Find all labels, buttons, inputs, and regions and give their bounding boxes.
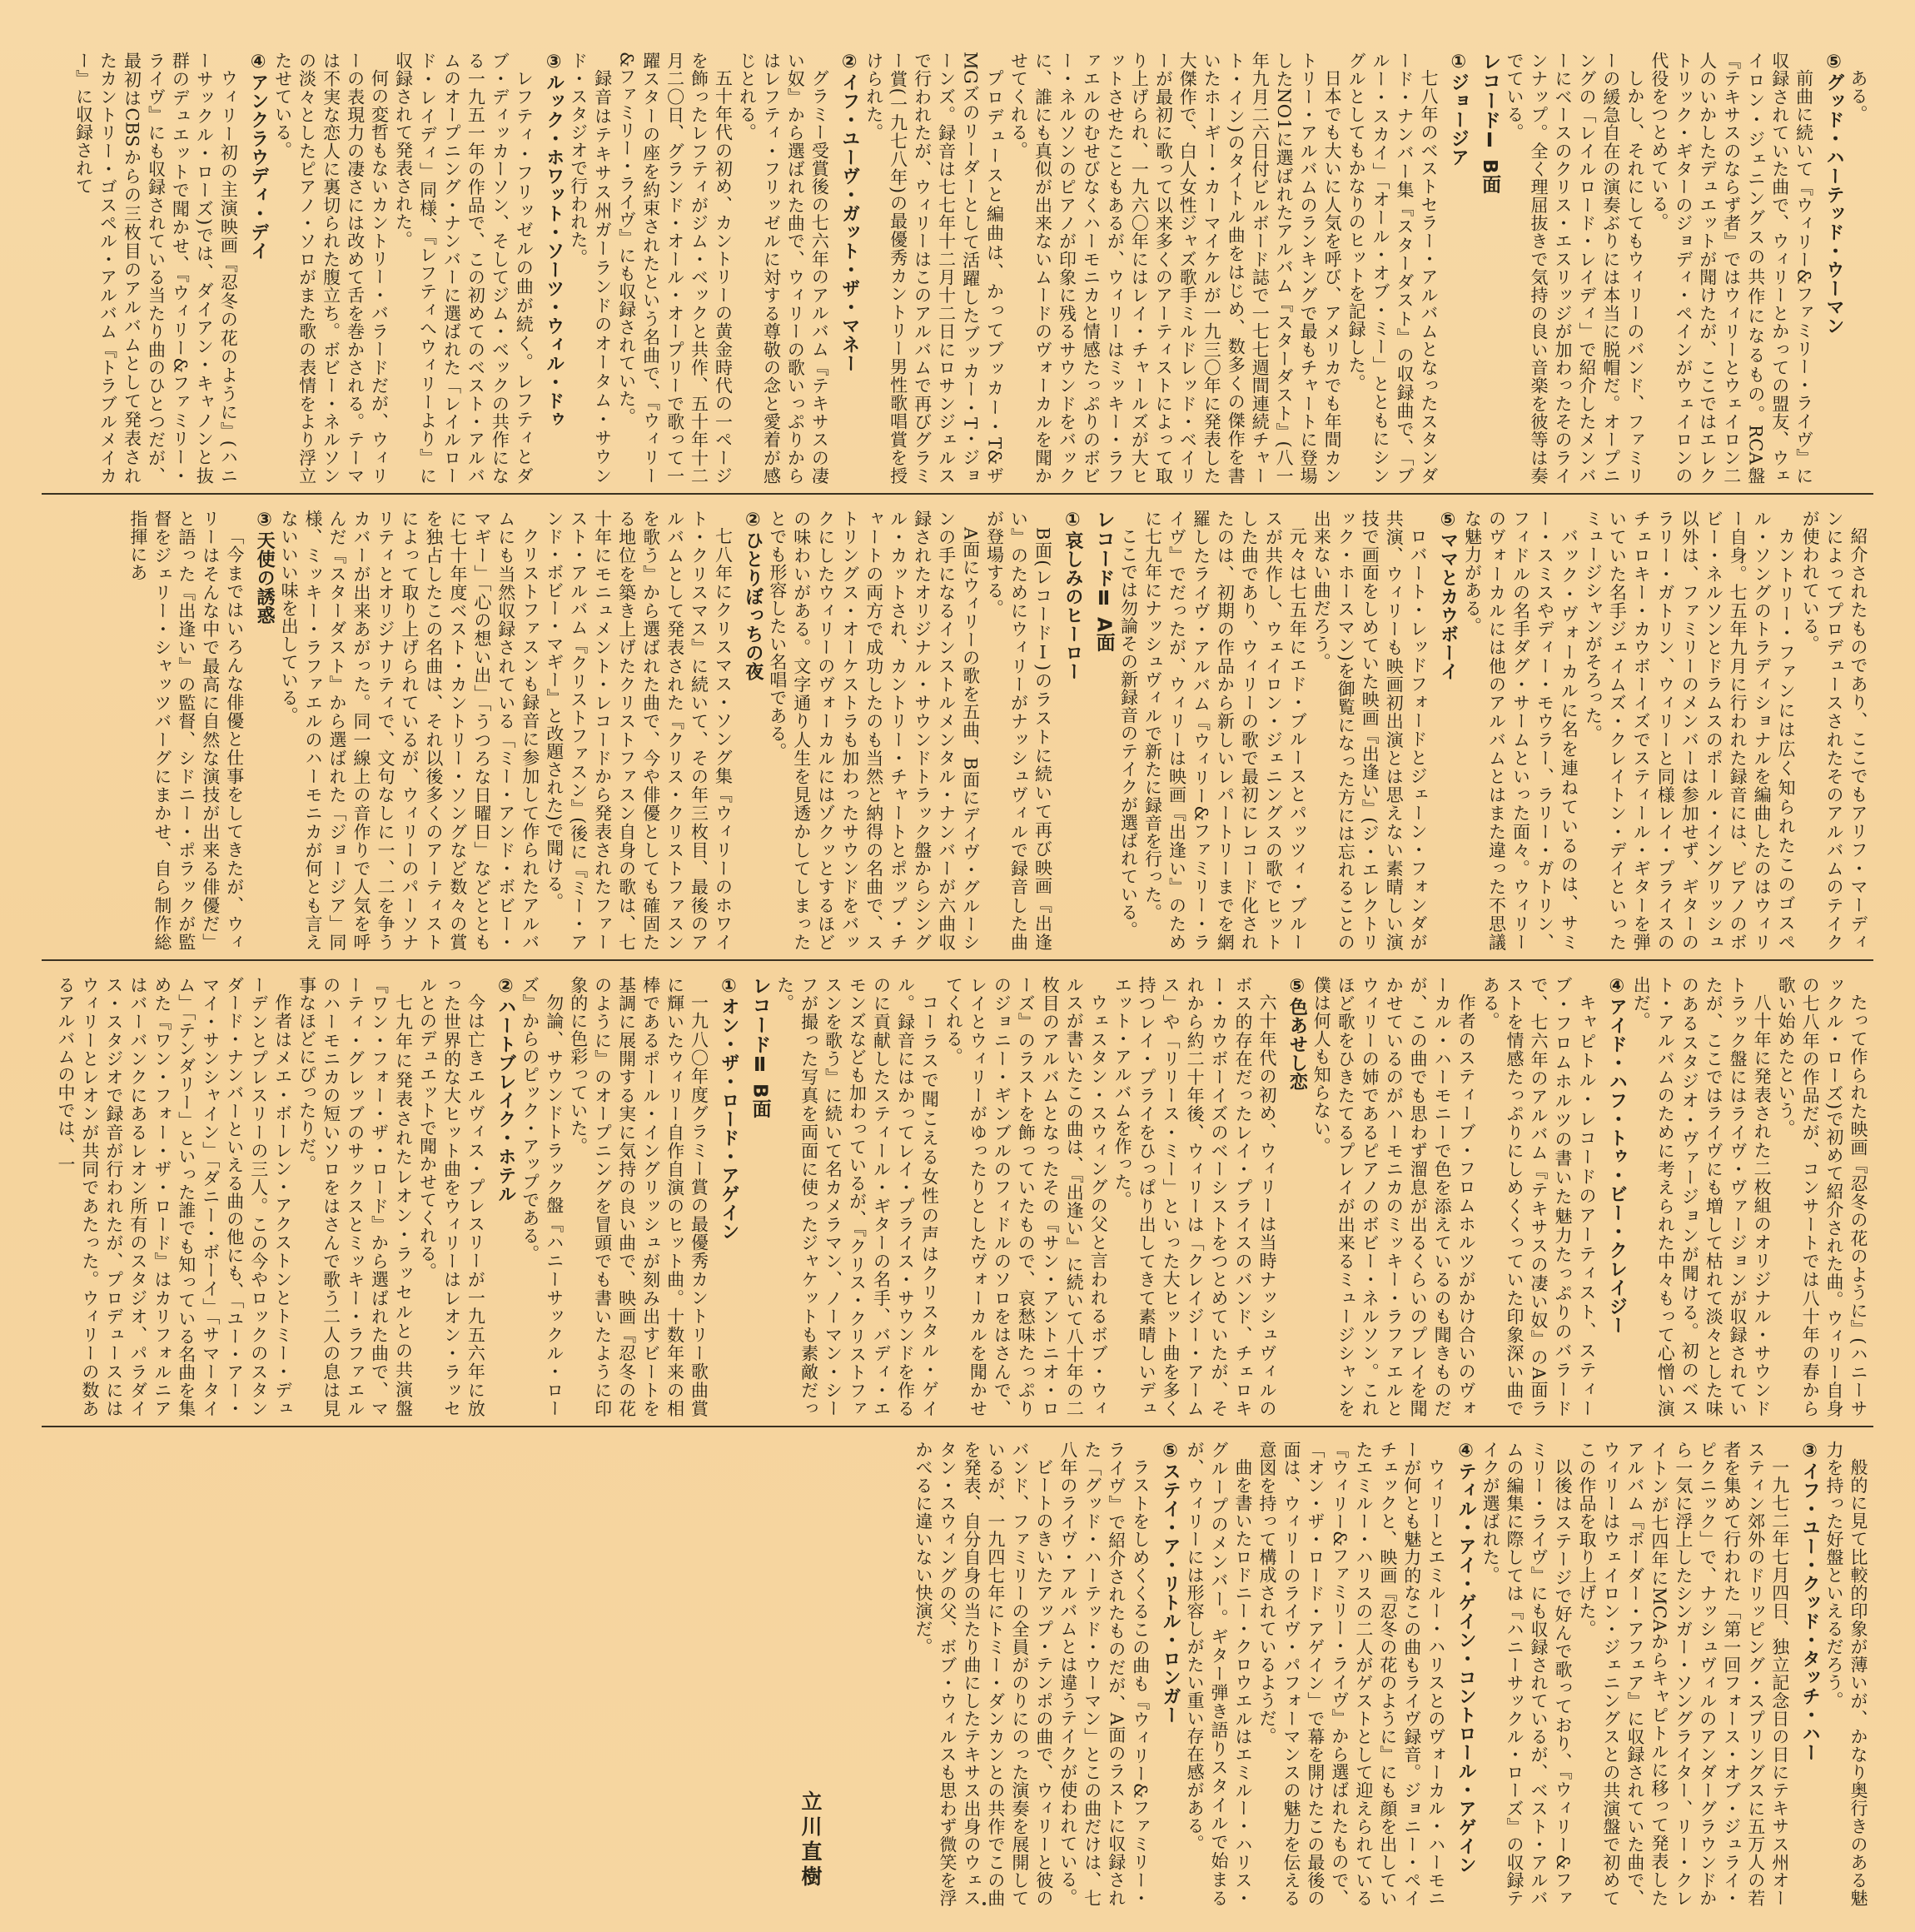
- record-side-heading: レコードⅠ B面: [1479, 52, 1501, 194]
- track-heading: ④アンクラウディ・デイ: [247, 52, 269, 261]
- body-paragraph: 「今まではいろんな俳優と仕事をしてきたが、ウィリーはそんな中で最高に自然な演技が出来る俳優だ」と語った『出逢い』の監督、シドニー・ポラックが監督をジェリー・シャッツバーグにまかせ、自ら制作総指揮にあ: [127, 510, 245, 951]
- page-dot: [982, 1902, 986, 1905]
- body-paragraph: 般的に見て比較的印象が薄いが、かなり奥行きのある魅力を持った好盤といえるだろう。: [1824, 1441, 1868, 1907]
- body-paragraph: 八十年に発表された二枚組のオリジナル・サウンドトラック盤にはライヴ・ヴァージョンが収録されていたが、ここではライヴにも増して枯れて淡々とした味のあるスタジオ・ヴァージョンが聞ける。初のベスト・アルバムのために考えられた中々もって心憎い演出だ。: [1631, 976, 1773, 1417]
- body-paragraph: 七八年にクリスマス・ソング集『ウィリーのホワイト・クリスマス』に続いて、その年三枚目、最後のアルバムとして発表された『クリス・クリストファスンを歌う』から選ばれた曲で、今や俳優としても確固たる地位を築き上げたクリストファスン自身の歌は、七十年にモニュメント・レコードから発表されたファースト・アルバム『クリストファスン』(後に『ミー・アンド・ボビー・マギー』と改題された)で聞ける。: [544, 510, 734, 951]
- body-paragraph: 紹介されたものであり、ここでもアリフ・マーディンによってプロデュースされたそのアルバムのテイクが使われている。: [1800, 510, 1868, 951]
- track-heading: ⑤ママとカウボーイ: [1437, 510, 1459, 681]
- body-paragraph: カントリー・ファンには広く知られたこのゴスペル・ソングのトラディショナルを編曲したのはウィリー自身。七五年九月に行われた録音には、ピアノのボビー・ネルソンとドラムスのポール・イングリッシュ以外は、ファミリーのメンバーは参加せず、ギターのラリー・ガトリン、ウィリーと同様レイ・プライスのチェロキー・カウボーイズでスティール・ギターを弾いていた名手ジェイムズ・クレイトン・デイといったミュージシャンがそろった。: [1583, 510, 1797, 951]
- track-heading: ①オン・ザ・ロード・アゲイン: [718, 976, 739, 1241]
- track-heading: ③天使の誘惑: [254, 510, 276, 625]
- track-heading: ②ハートブレイク・ホテル: [495, 976, 516, 1203]
- text-band-1: [42, 52, 1873, 485]
- body-paragraph: プロデュースと編曲は、かってブッカー・T&ザMGズのリーダーとして活躍したブッカー・T・ジョーンズ。録音は七七年十二月十二日にロサンジェルスで行われたが、ウィリーはこのアルバムで再びグラミー賞(一九七八年)の最優秀カントリー男性歌唱賞を授けられた。: [863, 52, 1005, 485]
- body-paragraph: 何の変哲もないカントリー・バラードだが、ウィリーの表現力の凄さには改めて舌を巻かされる。テーマは不実な恋人に裏切られた腹立ち。ボビー・ネルソンの淡々としたピアノ・ソロがまた歌の表情をより浮立たせている。: [272, 52, 390, 485]
- track-heading: ④ティル・アイ・ゲイン・コントロール・アゲイン: [1455, 1441, 1477, 1875]
- track-heading: ④アイド・ハフ・トゥ・ビー・クレイジー: [1606, 976, 1628, 1335]
- body-paragraph: ここでは勿論その新録音のテイクが選ばれている。: [1118, 527, 1139, 939]
- body-paragraph: クリストファスンも録音に参加して作られたアルバムにも当然収録されている「ミー・アンド・ボビー・マギー」「心の想い出」「うつろな日曜日」などとともに七十年度ベスト・カントリー・ソングなど数々の賞を独占したこの名曲は、それ以後多くのアーティストによって取り上げられているが、ウィリーのパーソナリティとオリジナリティで、文句なしに一、二を争うカバーが出来あがった。同一線上の音作りで人気を呼んだ『スターダスト』から選ばれた「ジョージア」同様、ミッキー・ラファエルのハーモニカが何とも言えないいい味を出している。: [279, 510, 540, 951]
- track-heading: ⑤色あせし恋: [1286, 976, 1308, 1091]
- body-paragraph: グラミー受賞後の七六年のアルバム『テキサスの凄い奴』から選ばれた曲で、ウィリーの歌いっぷりからはレフティ・フリッゼルに対する尊敬の念と愛着が感じとれる。: [737, 52, 830, 485]
- track-heading: ②イフ・ユーヴ・ガット・ザ・マネー: [838, 52, 860, 373]
- body-paragraph: レフティ・フリッゼルの曲が続く。レフティとダブ・ディッカーソン、そしてジム・ベックの共作になる一九五一年の作品で、この初めてのベスト・アルバムのオープニング・ナンバーに選ばれた「レイルロード・レイディ」同様、『レフティへウィリーより』に収録されて発表された。: [393, 52, 535, 485]
- text-column: [50, 976, 1873, 1417]
- divider-rule: [42, 959, 1873, 961]
- text-column: [122, 510, 1873, 951]
- record-side-heading: レコードⅡ B面: [749, 976, 771, 1118]
- track-heading: ⑤グッド・ハーテッド・ウーマン: [1823, 52, 1845, 336]
- divider-rule: [42, 493, 1873, 495]
- body-paragraph: ロバート・レッドフォードとジェーン・フォンダが共演、ウィリーも映画初出演とは思えない素晴しい演技で画面をしめていた映画『出逢い』(ジ・エレクトリック・ホースマン)を御覧になった方には忘れることの出来ない曲だろう。: [1311, 510, 1429, 951]
- body-paragraph: ウィリーとエミルー・ハリスとのヴォーカル・ハーモニーが何とも魅力的なこの曲もライヴ録音。ジョニー・ペイチェックと、映画『忍冬の花のように』にも顔を出していたエミルー・ハリスの二人がゲストとして迎えられている『ウィリー&ファミリー・ライヴ』から選ばれたもので、「オン・ザ・ロード・アゲイン」で幕を開けたこの最後の面は、ウィリーのライヴ・パフォーマンスの魅力を伝える意図を持って構成されているようだ。: [1256, 1441, 1446, 1907]
- body-paragraph: 作者のスティーブ・フロムホルツがかけ合いのヴォーカル・ハーモニーで色を添えているのも聞きものだが、この曲でも思わず溜息が出るくらいのプレイを聞かせているのがハーモニカのミッキー・ラファエルとウィリーの姉であるピアノのボビー・ネルソン。これほど歌をひきたてるプレイが出来るミュージシャンを僕は何人も知らない。: [1311, 976, 1477, 1417]
- body-paragraph: 一九八〇年度グラミー賞の最優秀カントリー歌曲賞に輝いたウィリー自作自演のヒット曲。十数年来の相棒であるポール・イングリッシュが刻み出すビートを基調に展開する実に気持の良い曲で、映画『忍冬の花のように』のオープニングを冒頭でも書いたように印象的に色彩っていた。: [568, 976, 709, 1417]
- author-name: 立川直樹: [798, 1790, 823, 1890]
- body-paragraph: 勿論、サウンドトラック盤『ハニーサックル・ローズ』からのピック・アップである。: [520, 976, 565, 1417]
- text-band-3: [42, 976, 1873, 1417]
- body-paragraph: 録音はテキサス州ガーランドのオータム・サウンド・スタジオで行われた。: [568, 52, 613, 485]
- body-paragraph: 以後はステージで好んで歌っており、『ウィリー&ファミリー・ライヴ』にも収録されているが、ベスト・アルバムの編集に際しては『ハニーサックル・ローズ』の収録テイクが選ばれた。: [1480, 1441, 1573, 1907]
- body-paragraph: ビートのきいたアップ・テンポの曲で、ウィリーと彼のバンド、ファミリーの全員がのりにのった演奏を展開しているが、一九四七年にトミー・ダンカンとの共作でこの曲を発表、自分自身の当たり曲にしたテキサス出身のウェスタン・スウィングの父、ボブ・ウィルスも思わず微笑を浮かべるに違いない快演だ。: [913, 1441, 1054, 1907]
- body-paragraph: 日本でも大いに人気を呼び、アメリカでも年間カントリー・アルバムのランキングで最もチャートに登場したNO1に選ばれたアルバム『スターダスト』(八一年九月二六日付ビルボード誌で一七七週間連続チャート・イン)のタイトル曲をはじめ、数多くの傑作を書いたホーギー・カーマイケルが一九三〇年に発表した大傑作で、白人女性ジャズ歌手ミルドレッド・ベイリーが最初に歌って以来多くのアーティストによって取り上げられ、一九六〇年にはレイ・チャールズが大ヒットさせたこともあるが、ウィリーはミッキー・ラファエルのむせびなくハーモニカと情感たっぷりのボビー・ネルソンのピアノが印象に残るサウンドをバックに、誰にも真似が出来ないムードのヴォーカルを聞かせてくれる。: [1008, 52, 1343, 485]
- body-paragraph: B面(レコードⅠ)のラストに続いて再び映画『出逢い』のためにウィリーがナッシュヴィルで録音した曲が登場する。: [984, 510, 1053, 951]
- body-paragraph: A面にウィリーの歌を五曲、B面にデイヴ・グルーシンの手になるインストルメンタル・ナンバーが六曲収録されたオリジナル・サウンドトラック盤からシングル・カットされ、カントリー・チャートとポップ・チャートの両方で成功したのも当然と納得の名曲で、ストリングス・オーケストラも加わったサウンドをバックにしたウィリーのヴォーカルにはゾクッとするほどの味わいがある。文字通り人生を見透かしてしまったとでも形容したい名唱である。: [767, 510, 981, 951]
- track-heading: ①ジョージア: [1448, 52, 1470, 167]
- record-side-heading: レコードⅡ A面: [1092, 510, 1115, 652]
- body-paragraph: ウェスタン・スウィングの父と言われるボブ・ウィルスが書いたこの曲は、『出逢い』に続いて八十年の二枚目のアルバムとなったその『サン・アントニオ・ローズ』のラストを飾っていたもので、哀愁味たっぷりのジョニー・ギンブルのフィドルのソロをはさんで、レイとウィリーがゆったりとしたヴォーカルを聞かせてくれる。: [943, 976, 1109, 1417]
- track-heading: ③イフ・ユー・クッド・タッチ・ハー: [1799, 1441, 1821, 1762]
- text-column: [908, 1441, 1873, 1907]
- body-paragraph: バック・ヴォーカルに名を連ねているのは、サミー・スミスやディー・モウラー、ラリー・ガトリン、フィドルの名手ダグ・サームといった面々。ウィリーのヴォーカルには他のアルバムとはまた違った不思議な魅力がある。: [1462, 510, 1579, 951]
- body-paragraph: たって作られた映画『忍冬の花のように』(ハニーサックル・ローズ)で初めて紹介された曲。ウィリー自身の七八年の作品だが、コンサートでは八十年の春から歌い始めたという。: [1776, 976, 1868, 1417]
- body-paragraph: 曲を書いたロドニー・クロウエルはエミルー・ハリス・グループのメンバー。ギター弾き語りスタイルで始まるが、ウィリーには形容しがたい重い存在感がある。: [1185, 1441, 1253, 1907]
- track-heading: ①哀しみのヒーロー: [1062, 510, 1083, 681]
- text-band-2: [42, 510, 1873, 951]
- body-paragraph: 五十年代の初め、カントリーの黄金時代の一ページを飾ったレフティがジム・ベックと共作、五十年十二月二〇日、グランド・オール・オープリーで歌って一躍スターの座を約束されたという名曲で、『ウィリー&ファミリー・ライヴ』にも収録されていた。: [616, 52, 734, 485]
- track-heading: ③ルック・ホワット・ソーツ・ウィル・ドゥ: [543, 52, 565, 429]
- track-heading: ②ひとりぼっちの夜: [742, 510, 764, 681]
- body-paragraph: 元々は七五年にエド・ブルースとパッツィ・ブルースが共作し、ウェイロン・ジェニングスの歌でヒットした曲であり、ウィリーの歌で最初にレコード化されたのは、初期の作品から新しいレパートリーまでを網羅したライヴ・アルバム『ウィリー&ファミリー・ライヴ』でだったが、ウィリーは映画『出逢い』のために七九年にナッシュヴィルで新たに録音を行った。: [1142, 510, 1308, 951]
- body-paragraph: 七八年のベストセラー・アルバムとなったスタンダード・ナンバー集『スターダスト』の収録曲で、「ブルー・スカイ」「オール・オブ・ミー」とともにシングルとしてもかなりのヒットを記録した。: [1346, 52, 1439, 485]
- body-paragraph: コーラスで聞こえる女性の声はクリスタル・ゲイル。録音にはかってレイ・プライス・サウンドを作るのに貢献したスティール・ギターの名手、バディ・エモンズなども加わっているが、『クリス・クリストファスンを歌う』に続いて名カメラマン、ノーマン・シーフが撮った写真を両面に使ったジャケットも素敵だった。: [774, 976, 940, 1417]
- body-paragraph: 六十年代の初め、ウィリーは当時ナッシュヴィルのボス的存在だったレイ・プライスのバンド、チェロキー・カウボーイズのベーシストをつとめていたが、それから約二十年後、ウィリーは「クレイジー・アームス」や「リリース・ミー」といった大ヒット曲を多く持つレイ・プライをひっぱり出してきて素晴しいデュエット・アルバムを作った。: [1112, 976, 1277, 1417]
- body-paragraph: ウィリー初の主演映画『忍冬の花のように』(ハニーサックル・ローズ)では、ダイアン・キャノンと抜群のデュエットで聞かせ、『ウィリー&ファミリー・ライヴ』にも収録されている当たり曲のひとつだが、最初はCBSからの三枚目のアルバムとして発表されたカントリー・ゴスペル・アルバム『トラブルメイカー』に収録されて: [73, 52, 239, 485]
- track-heading: ⑤ステイ・ア・リトル・ロンガー: [1160, 1441, 1181, 1725]
- body-paragraph: ある。: [1848, 69, 1868, 123]
- body-paragraph: 今は亡きエルヴィス・プレスリーが一九五六年に放った世界的な大ヒット曲をウィリーはレオン・ラッセルとのデュエットで聞かせてくれる。: [417, 976, 486, 1417]
- body-paragraph: キャピトル・レコードのアーティスト、スティーブ・フロムホルツの書いた魅力たっぷりのバラードで、七六年のアルバム『テキサスの凄い奴』のA面ラストを情感たっぷりにしめくくっていた印象深い曲である。: [1480, 976, 1597, 1417]
- text-column: [68, 52, 1873, 485]
- body-paragraph: ラストをしめくくるこの曲も『ウィリー&ファミリー・ライヴ』で紹介されたものだが、A面のラストに収録された「グッド・ハーテッド・ウーマン」とこの曲だけは、七八年のライヴ・アルバムとは違うテイクが使われている。: [1057, 1441, 1151, 1907]
- body-paragraph: 七九年に発表されたレオン・ラッセルとの共演盤『ワン・フォー・ザ・ロード』から選ばれた曲で、マーティ・グレッブのサックスとミッキー・ラファエルのハーモニカの短いソロをはさんで歌う二人の息は見事なほどにぴったりだ。: [296, 976, 414, 1417]
- text-band-4: [42, 1441, 1873, 1907]
- body-paragraph: 一九七二年七月四日、独立記念日の日にテキサス州オースティン郊外のドリッピング・スプリングスに五万人の若者を集めて行われた「第一回フォース・オブ・ジュライ・ピクニック」で、ナッシュヴィルのアンダーグラウンドから一気に浮上したシンガー・ソングライター、リー・クレイトンが七四年にMCAからキャピトルに移って発表したアルバム『ボーダー・アフェア』に収録されていた曲で、ウィリーはウェイロン・ジェニングスとの共演盤で初めてこの作品を取り上げた。: [1576, 1441, 1790, 1907]
- divider-rule: [42, 1426, 1873, 1427]
- body-paragraph: 作者はメエ・ボーレン・アクストンとトミー・デューデンとプレスリーの三人。この今やロックのスタンダード・ナンバーといえる曲の他にも、「ユー・アー・マイ・サンシャイン」「ダニー・ボーイ」「サマータイム」「テンダリー」といった誰でも知っている名曲を集めた『ワン・フォー・ザ・ロード』はカリフォルニアはバーバンクにあるレオン所有のスタジオ、パラダイス・スタジオで録音が行われたが、プロデュースにはウィリーとレオンが共同であたった。ウィリーの数あるアルバムの中では、一: [55, 976, 293, 1417]
- body-paragraph: 前曲に続いて『ウィリー&ファミリー・ライヴ』に収録されていた曲で、ウィリーとかっての盟友、ウェイロン・ジェニングスの共作になるもの。RCA盤『テキサスのならず者』ではウィリーとウェイロン二人のいかしたデュエットが聞けたが、ここではエレクトリック・ギターのジョディ・ペインがウェイロンの代役をつとめている。: [1649, 52, 1814, 485]
- body-paragraph: しかし、それにしてもウィリーのバンド、ファミリーの緩急自在の演奏ぶりには本当に脱帽だ。オープニングの「レイルロード・レイディ」で紹介したメンバーにベースのクリス・エスリッジが加わったそのラインナップ。全く理屈抜きで気持の良い音楽を彼等は奏でている。: [1505, 52, 1645, 485]
